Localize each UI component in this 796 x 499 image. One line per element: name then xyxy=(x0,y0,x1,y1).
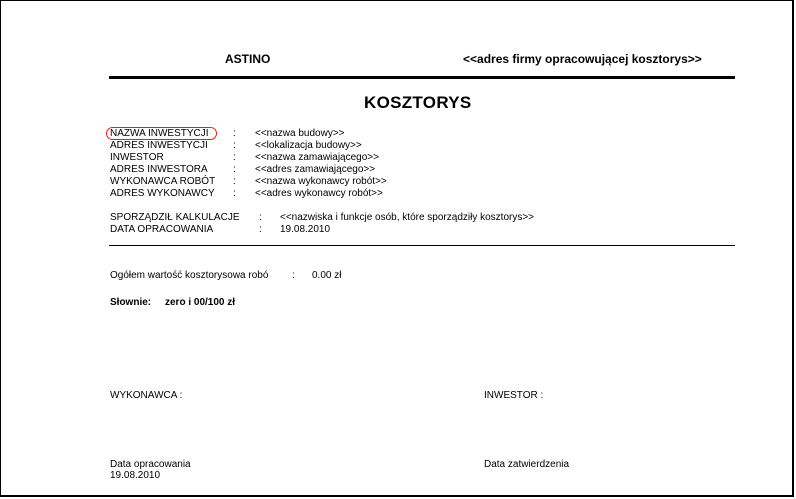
field-sep: : xyxy=(233,188,236,199)
field-value-contractor: <<nazwa wykonawcy robót>> xyxy=(255,176,387,187)
total-value-sep: : xyxy=(292,270,295,281)
total-value-label: Ogółem wartość kosztorysowa robó xyxy=(110,270,269,281)
field-value-investment-address: <<lokalizacja budowy>> xyxy=(255,140,362,151)
preparation-date-value: 19.08.2010 xyxy=(280,224,331,235)
field-sep: : xyxy=(233,164,236,175)
field-sep: : xyxy=(233,128,236,139)
field-sep: : xyxy=(233,176,236,187)
field-label-contractor-address: ADRES WYKONAWCY xyxy=(110,188,215,199)
field-label-investor: INWESTOR xyxy=(110,152,164,163)
field-label-investment-address: ADRES INWESTYCJI xyxy=(110,140,208,151)
field-label-investor-address: ADRES INWESTORA xyxy=(110,164,208,175)
prepared-by-value: <<nazwiska i funkcje osób, które sporządziły kosztorys>> xyxy=(280,212,535,223)
preparation-date-sep: : xyxy=(259,224,262,235)
field-value-contractor-address: <<adres wykonawcy robót>> xyxy=(255,188,383,199)
company-name: ASTINO xyxy=(225,52,271,66)
field-sep: : xyxy=(233,152,236,163)
preparation-date-label: DATA OPRACOWANIA xyxy=(110,224,214,235)
amount-in-words-value: zero i 00/100 zł xyxy=(165,297,236,308)
investor-signature-label: INWESTOR : xyxy=(484,390,544,401)
prepared-by-sep: : xyxy=(259,212,262,223)
preparation-date-footer-value: 19.08.2010 xyxy=(110,470,161,481)
contractor-signature-label: WYKONAWCA : xyxy=(110,390,183,401)
company-address: <<adres firmy opracowującej kosztorys>> xyxy=(463,52,702,66)
approval-date-label: Data zatwierdzenia xyxy=(484,459,570,470)
field-label-investment-name: NAZWA INWESTYCJI xyxy=(110,128,209,139)
prepared-by-label: SPORZĄDZIŁ KALKULACJE xyxy=(110,212,240,223)
section-divider xyxy=(109,245,735,246)
field-sep: : xyxy=(233,140,236,151)
total-value-amount: 0.00 zł xyxy=(312,270,342,281)
preparation-date-footer-label: Data opracowania xyxy=(110,459,191,470)
header-rule xyxy=(109,76,735,79)
amount-in-words-label: Słownie: xyxy=(110,297,152,308)
document-title: KOSZTORYS xyxy=(364,93,472,112)
field-value-investor: <<nazwa zamawiającego>> xyxy=(255,152,379,163)
field-label-contractor: WYKONAWCA ROBÓT xyxy=(110,176,216,187)
field-value-investor-address: <<adres zamawiającego>> xyxy=(255,164,376,175)
field-value-investment-name: <<nazwa budowy>> xyxy=(255,128,345,139)
